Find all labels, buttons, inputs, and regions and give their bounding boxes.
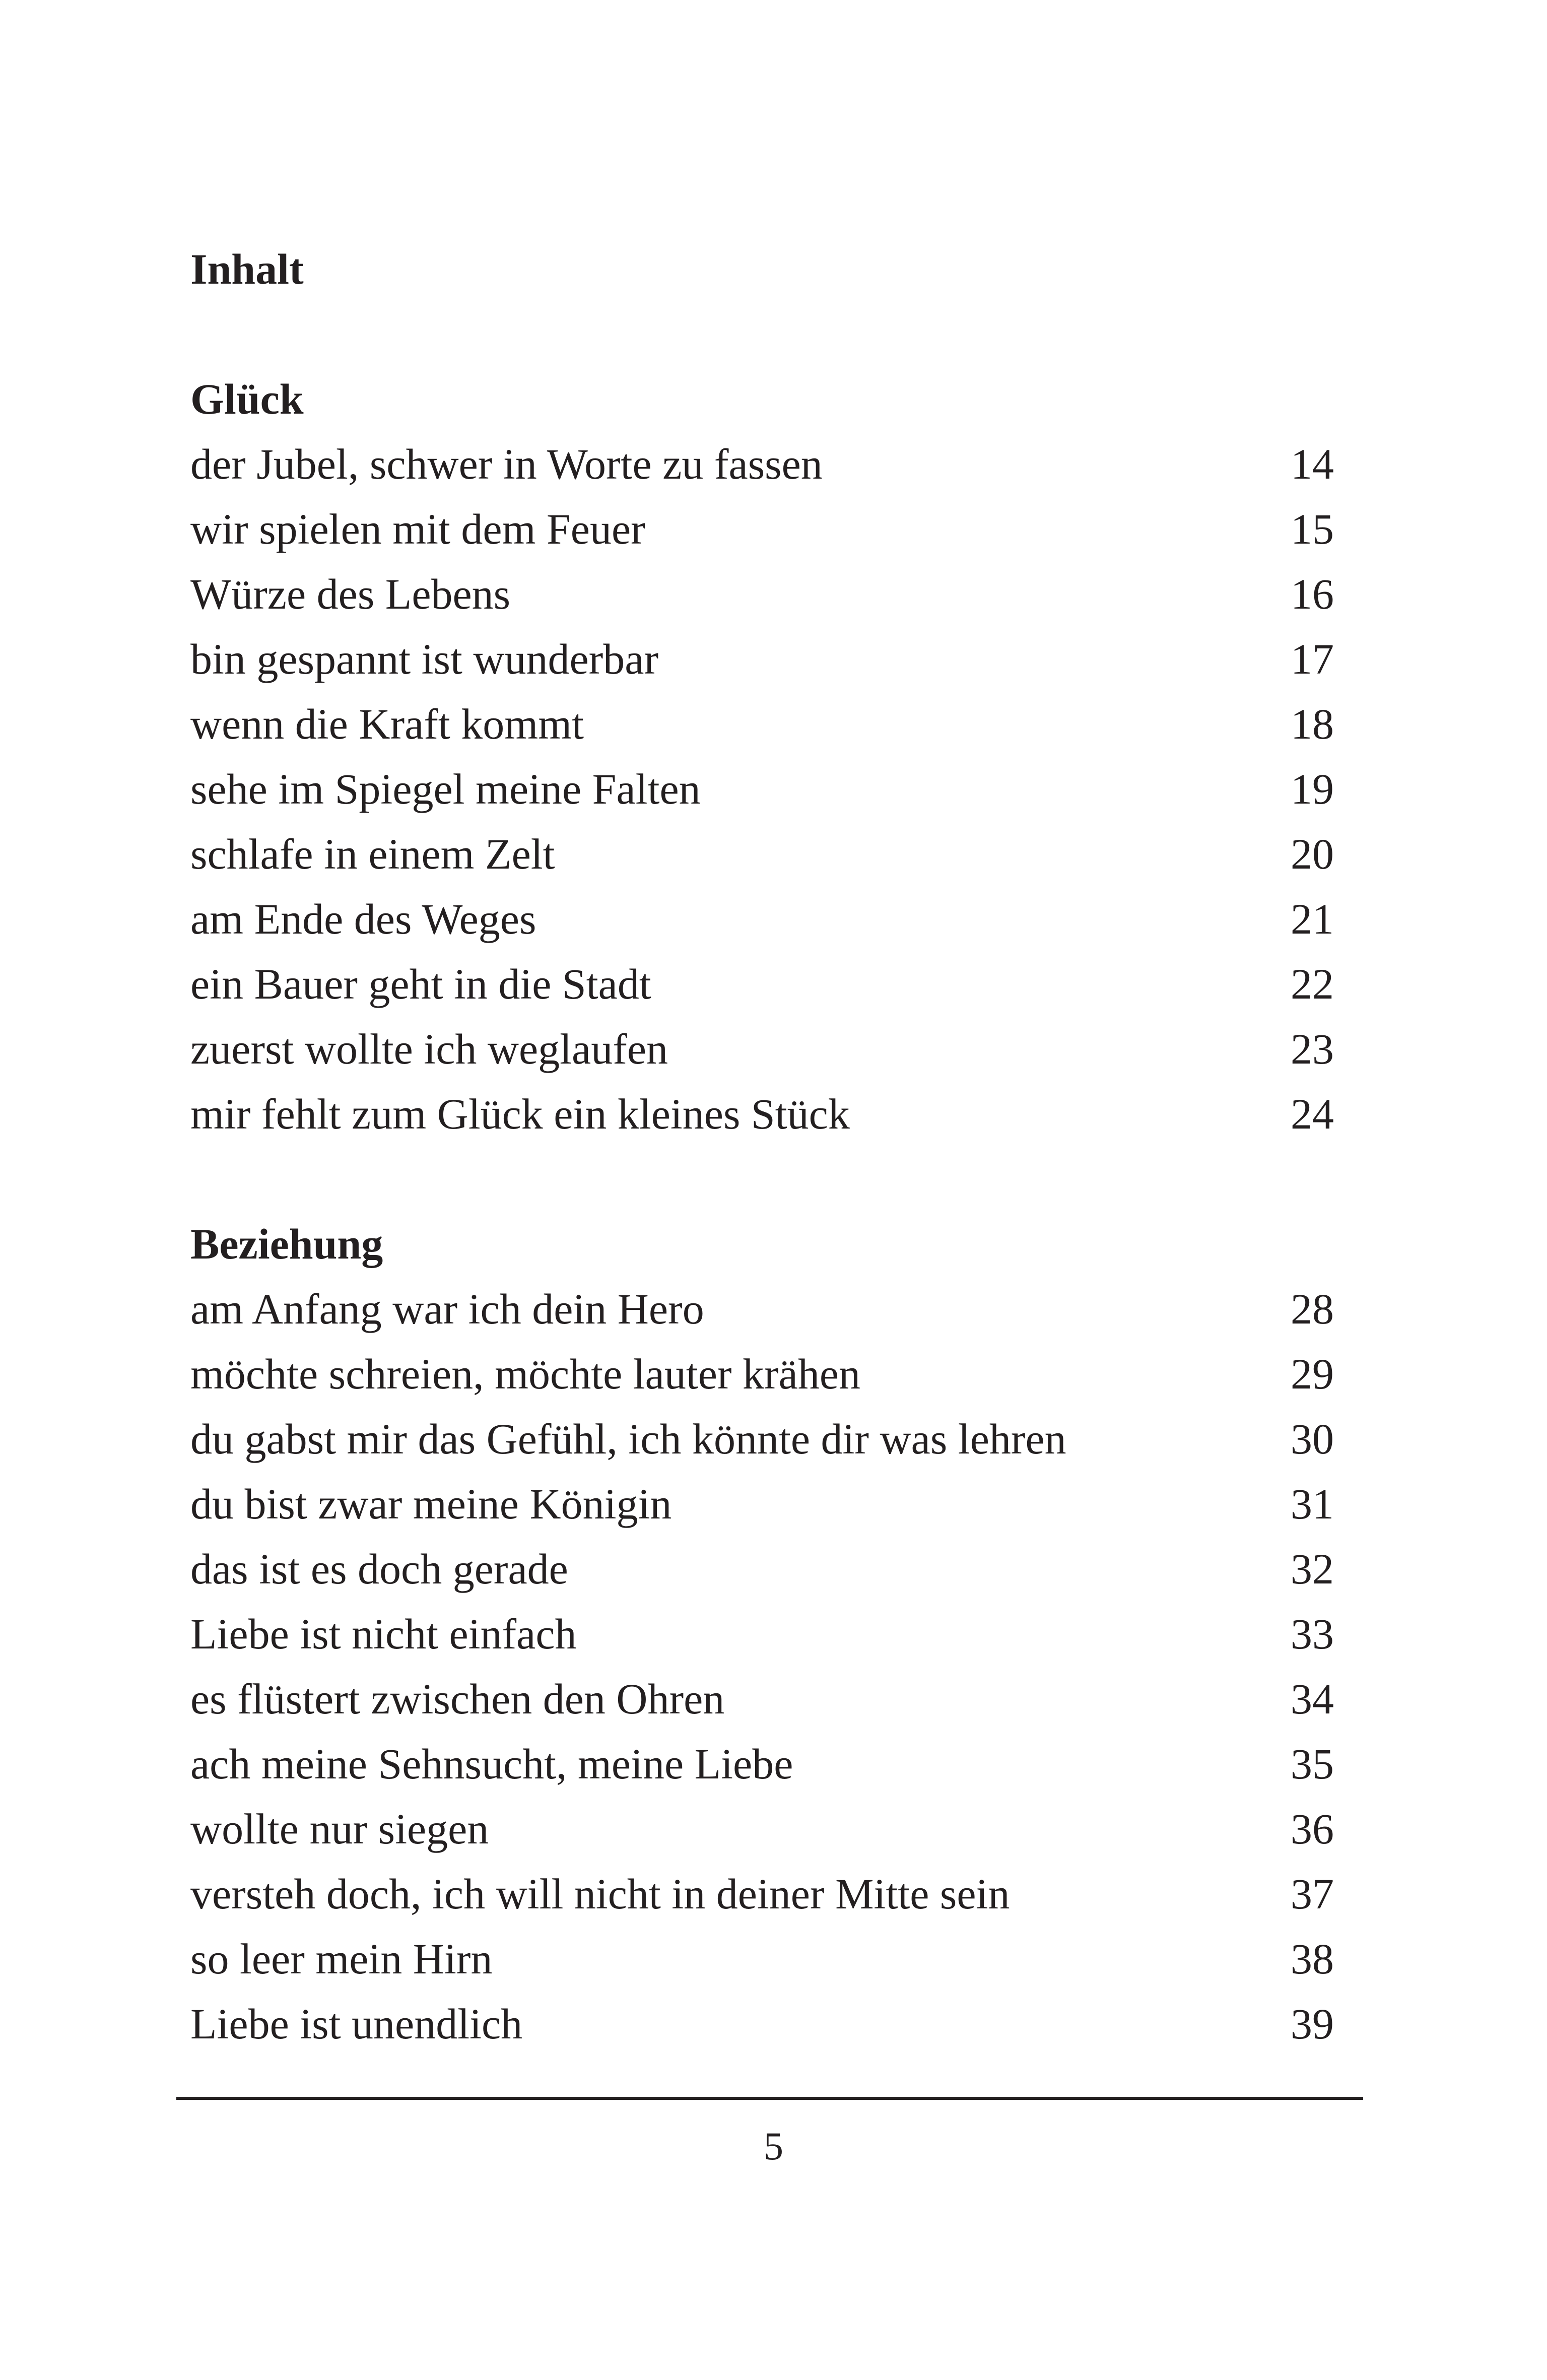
toc-entry-page-number: 39 bbox=[1291, 2000, 1334, 2048]
toc-entry-title: so leer mein Hirn bbox=[190, 1935, 493, 1983]
toc-entry-page-number: 23 bbox=[1291, 1025, 1334, 1073]
toc-section-glueck bbox=[190, 367, 1334, 1147]
toc-entry-page-number: 14 bbox=[1291, 440, 1334, 488]
toc-entry bbox=[190, 562, 1334, 627]
toc-entry-page-number: 31 bbox=[1291, 1480, 1334, 1528]
toc-entry-title: der Jubel, schwer in Worte zu fassen bbox=[190, 440, 823, 488]
toc-entry bbox=[190, 1342, 1334, 1407]
page-number: 5 bbox=[764, 2124, 783, 2168]
toc-entry bbox=[190, 1277, 1334, 1342]
toc-entry-page-number: 30 bbox=[1291, 1415, 1334, 1463]
toc-entry bbox=[190, 692, 1334, 757]
toc-entry bbox=[190, 1082, 1334, 1147]
toc-entry-page-number: 22 bbox=[1291, 960, 1334, 1008]
toc-entry-page-number: 24 bbox=[1291, 1090, 1334, 1138]
toc-entry-title: Würze des Lebens bbox=[190, 570, 511, 618]
toc-entry bbox=[190, 432, 1334, 497]
toc-entry bbox=[190, 1667, 1334, 1732]
toc-entry-title: du bist zwar meine Königin bbox=[190, 1480, 672, 1528]
section-entries bbox=[190, 432, 1334, 1147]
toc-entry bbox=[190, 1602, 1334, 1667]
toc-entry-title: wollte nur siegen bbox=[190, 1805, 489, 1853]
toc-entry-title: am Anfang war ich dein Hero bbox=[190, 1285, 704, 1333]
toc-entry-title: es flüstert zwischen den Ohren bbox=[190, 1675, 725, 1723]
toc-entry bbox=[190, 1017, 1334, 1082]
toc-entry-title: wir spielen mit dem Feuer bbox=[190, 505, 645, 553]
toc-entry-title: ein Bauer geht in die Stadt bbox=[190, 960, 651, 1008]
toc-entry bbox=[190, 952, 1334, 1017]
toc-entry-title: das ist es doch gerade bbox=[190, 1545, 568, 1593]
toc-entry bbox=[190, 1732, 1334, 1797]
toc-entry-page-number: 28 bbox=[1291, 1285, 1334, 1333]
toc-entry bbox=[190, 1537, 1334, 1602]
toc-entry-page-number: 20 bbox=[1291, 830, 1334, 878]
toc-entry-page-number: 16 bbox=[1291, 570, 1334, 618]
toc-entry bbox=[190, 1862, 1334, 1927]
toc-entry-title: möchte schreien, möchte lauter krähen bbox=[190, 1350, 861, 1398]
toc-entry-page-number: 38 bbox=[1291, 1935, 1334, 1983]
toc-entry bbox=[190, 1472, 1334, 1537]
toc-entry bbox=[190, 887, 1334, 952]
toc-entry bbox=[190, 1992, 1334, 2057]
section-entries bbox=[190, 1277, 1334, 2057]
section-heading: Beziehung bbox=[190, 1220, 383, 1268]
toc-entry-title: wenn die Kraft kommt bbox=[190, 700, 584, 748]
toc-entry-title: sehe im Spiegel meine Falten bbox=[190, 765, 701, 813]
toc-entry-page-number: 35 bbox=[1291, 1740, 1334, 1788]
toc-entry-title: schlafe in einem Zelt bbox=[190, 830, 555, 878]
toc-entry-title: Liebe ist unendlich bbox=[190, 2000, 523, 2048]
toc-entry-title: versteh doch, ich will nicht in deiner Mitte sein bbox=[190, 1870, 1010, 1918]
toc-entry bbox=[190, 1797, 1334, 1862]
toc-entry-page-number: 18 bbox=[1291, 700, 1334, 748]
toc-section-beziehung bbox=[190, 1212, 1334, 2057]
table-of-contents bbox=[190, 237, 1334, 2057]
toc-entry bbox=[190, 822, 1334, 887]
toc-entry-page-number: 21 bbox=[1291, 895, 1334, 943]
section-heading: Glück bbox=[190, 375, 304, 423]
toc-entry-page-number: 32 bbox=[1291, 1545, 1334, 1593]
footer-rule bbox=[176, 2097, 1363, 2100]
toc-entry-title: am Ende des Weges bbox=[190, 895, 536, 943]
toc-entry-title: mir fehlt zum Glück ein kleines Stück bbox=[190, 1090, 850, 1138]
toc-entry-page-number: 37 bbox=[1291, 1870, 1334, 1918]
toc-entry bbox=[190, 1407, 1334, 1472]
toc-entry bbox=[190, 757, 1334, 822]
toc-entry-page-number: 33 bbox=[1291, 1610, 1334, 1658]
toc-entry-title: bin gespannt ist wunderbar bbox=[190, 635, 659, 683]
toc-entry bbox=[190, 627, 1334, 692]
toc-entry-title: du gabst mir das Gefühl, ich könnte dir was lehren bbox=[190, 1415, 1066, 1463]
spacer bbox=[190, 302, 1334, 367]
toc-entry-page-number: 34 bbox=[1291, 1675, 1334, 1723]
toc-entry bbox=[190, 497, 1334, 562]
toc-entry-title: zuerst wollte ich weglaufen bbox=[190, 1025, 668, 1073]
toc-entry-page-number: 19 bbox=[1291, 765, 1334, 813]
toc-entry-title: Liebe ist nicht einfach bbox=[190, 1610, 577, 1658]
toc-entry-title: ach meine Sehnsucht, meine Liebe bbox=[190, 1740, 793, 1788]
toc-entry-page-number: 15 bbox=[1291, 505, 1334, 553]
toc-entry bbox=[190, 1927, 1334, 1992]
toc-entry-page-number: 36 bbox=[1291, 1805, 1334, 1853]
toc-entry-page-number: 29 bbox=[1291, 1350, 1334, 1398]
page-title: Inhalt bbox=[190, 245, 304, 293]
spacer bbox=[190, 1147, 1334, 1212]
toc-entry-page-number: 17 bbox=[1291, 635, 1334, 683]
